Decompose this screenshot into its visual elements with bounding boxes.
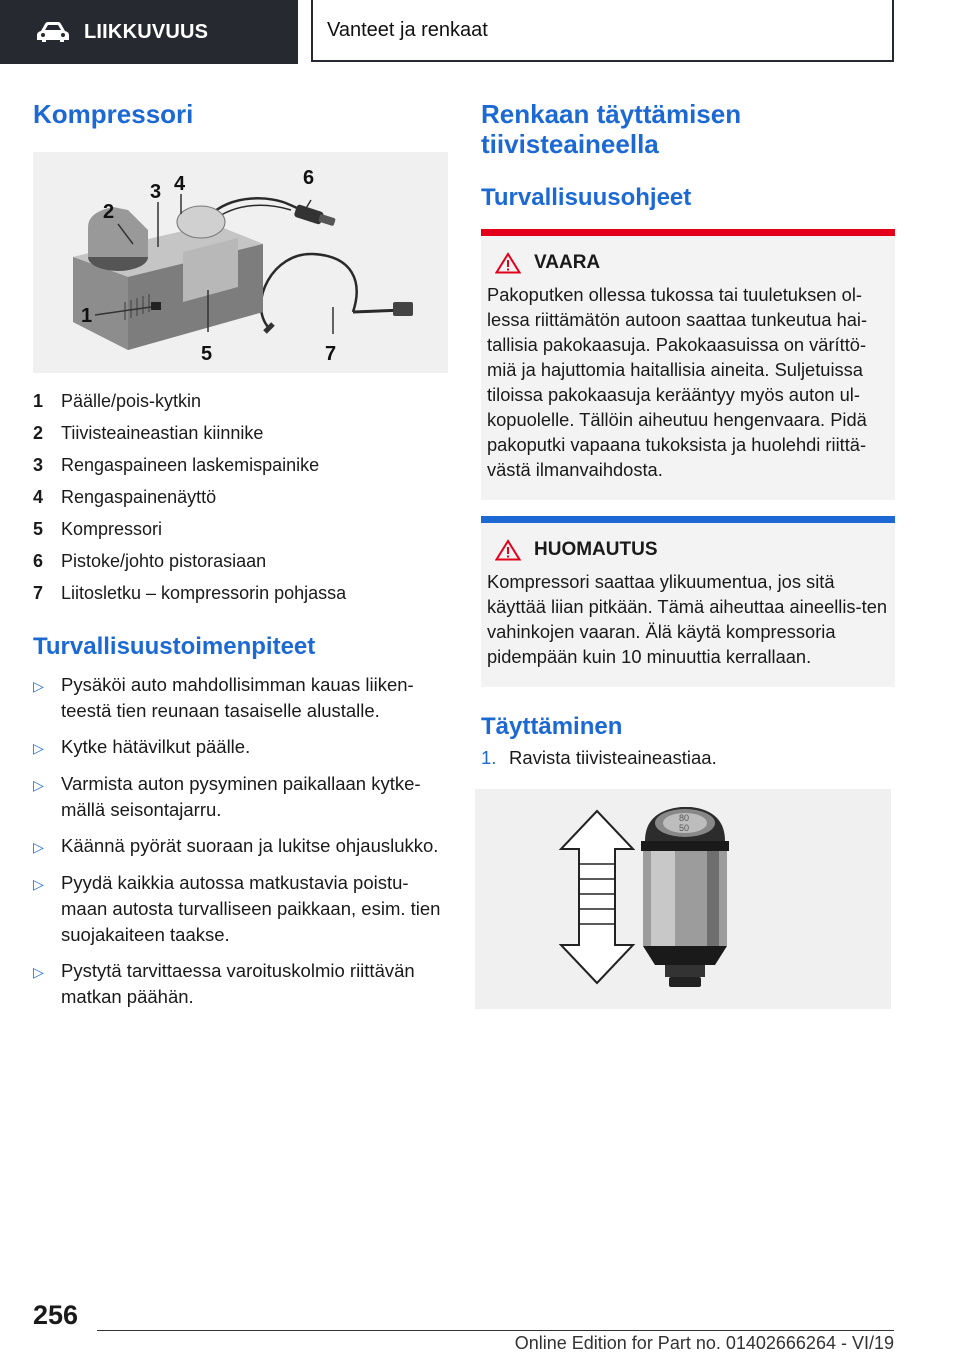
caution-text: Kompressori saattaa ylikuumentua, jos sitä käyttää liian pitkään. Tämä aiheuttaa aineellis-ten vahinkojen vaaran. Älä käytä kompressoria pidempään kuin 10 minuuttia kerrallaan. bbox=[487, 570, 888, 667]
callout-4: 4 bbox=[174, 172, 186, 195]
legend-item: 4 Rengaspainenäyttö bbox=[33, 486, 217, 507]
step-item bbox=[481, 745, 895, 771]
warning-icon bbox=[495, 539, 521, 561]
triangle-bullet-icon: ▷ bbox=[33, 838, 44, 855]
callout-6: 6 bbox=[303, 166, 315, 189]
legend-item: 1 Päälle/pois-kytkin bbox=[33, 390, 202, 411]
callout-7: 7 bbox=[325, 342, 337, 365]
bottle-label-bottom: 50 bbox=[679, 823, 690, 834]
list-item: ▷ Pyydä kaikkia autossa matkustavia poistu-maan autosta turvalliseen paikkaan, esim. tien suojakaiteen taakse. bbox=[33, 870, 448, 948]
legend-item: 6 Pistoke/johto pistorasiaan bbox=[33, 550, 267, 571]
section-title: LIIKKUVUUS bbox=[84, 20, 209, 43]
list-item: ▷ Pystytä tarvittaessa varoituskolmio riittävän matkan päähän. bbox=[33, 958, 448, 1010]
step-text: Ravista tiivisteaineastiaa. bbox=[509, 747, 717, 769]
compressor-figure bbox=[33, 152, 448, 373]
bottle-label-top: 80 bbox=[679, 813, 690, 824]
compressor-illustration bbox=[33, 152, 448, 373]
callout-1: 1 bbox=[81, 304, 93, 327]
safety-measures-title: Turvallisuustoimenpiteet bbox=[33, 632, 316, 660]
legend-item: 5 Kompressori bbox=[33, 518, 163, 539]
triangle-bullet-icon: ▷ bbox=[33, 963, 44, 980]
page-number: 256 bbox=[33, 1300, 79, 1330]
legend-item: 7 Liitosletku – kompressorin pohjassa bbox=[33, 582, 347, 603]
legend-item: 3 Rengaspaineen laskemispainike bbox=[33, 454, 320, 475]
car-icon bbox=[36, 21, 70, 43]
list-item: ▷ Pysäköi auto mahdollisimman kauas liiken-teestä tien reunaan tasaiselle alustalle. bbox=[33, 672, 448, 724]
list-item: ▷ Käännä pyörät suoraan ja lukitse ohjauslukko. bbox=[33, 833, 448, 860]
danger-label: VAARA bbox=[534, 251, 601, 273]
danger-notice bbox=[481, 229, 895, 500]
triangle-bullet-icon: ▷ bbox=[33, 677, 44, 694]
step-number: 1. bbox=[481, 747, 497, 769]
callout-3: 3 bbox=[150, 180, 162, 203]
caution-notice bbox=[481, 516, 895, 687]
safety-notes-subtitle: Turvallisuusohjeet bbox=[481, 183, 692, 211]
footer-divider bbox=[97, 1330, 894, 1331]
topic-title: Vanteet ja renkaat bbox=[327, 18, 488, 41]
sealant-title: Renkaan täyttämisen tiivisteaineella bbox=[481, 99, 742, 159]
list-item: ▷ Kytke hätävilkut päälle. bbox=[33, 734, 448, 761]
left-column bbox=[33, 100, 448, 1020]
safety-measures-list bbox=[33, 672, 448, 1010]
legend-item: 2 Tiivisteaineastian kiinnike bbox=[33, 422, 264, 443]
edition-info: Online Edition for Part no. 01402666264 - VI/19 bbox=[514, 1333, 894, 1353]
triangle-bullet-icon: ▷ bbox=[33, 875, 44, 892]
shake-bottle-figure bbox=[475, 789, 891, 1009]
list-item: ▷ Varmista auton pysyminen paikallaan kytke-mällä seisontajarru. bbox=[33, 771, 448, 823]
filling-title: Täyttäminen bbox=[481, 712, 623, 740]
right-column bbox=[481, 100, 895, 1009]
topic-header bbox=[311, 0, 894, 62]
section-tab bbox=[0, 0, 298, 64]
triangle-bullet-icon: ▷ bbox=[33, 776, 44, 793]
danger-text: Pakoputken ollessa tukossa tai tuuletuksen ol-lessa riittämätön autoon saattaa tunkeutua hai-tallisia pakokaasuja. Pakokaasuissa on väríttö-miä ja hajuttomia haitallisia aineita. Suljetuissa tiloissa pakokaasuja kerääntyy myös auton ul-kopuolelle. Tällöin aiheutuu hengenvaara. Pidä pakoputki vapaana tukoksista ja huolehdi riittä-västä ilmanvaihdosta. bbox=[487, 283, 868, 480]
triangle-bullet-icon: ▷ bbox=[33, 739, 44, 756]
caution-label: HUOMAUTUS bbox=[534, 538, 658, 560]
callout-5: 5 bbox=[201, 342, 213, 365]
callout-2: 2 bbox=[103, 200, 115, 223]
shake-bottle-illustration bbox=[475, 789, 891, 1009]
compressor-title: Kompressori bbox=[33, 99, 194, 129]
warning-icon bbox=[495, 252, 521, 274]
figure-legend bbox=[33, 385, 448, 609]
